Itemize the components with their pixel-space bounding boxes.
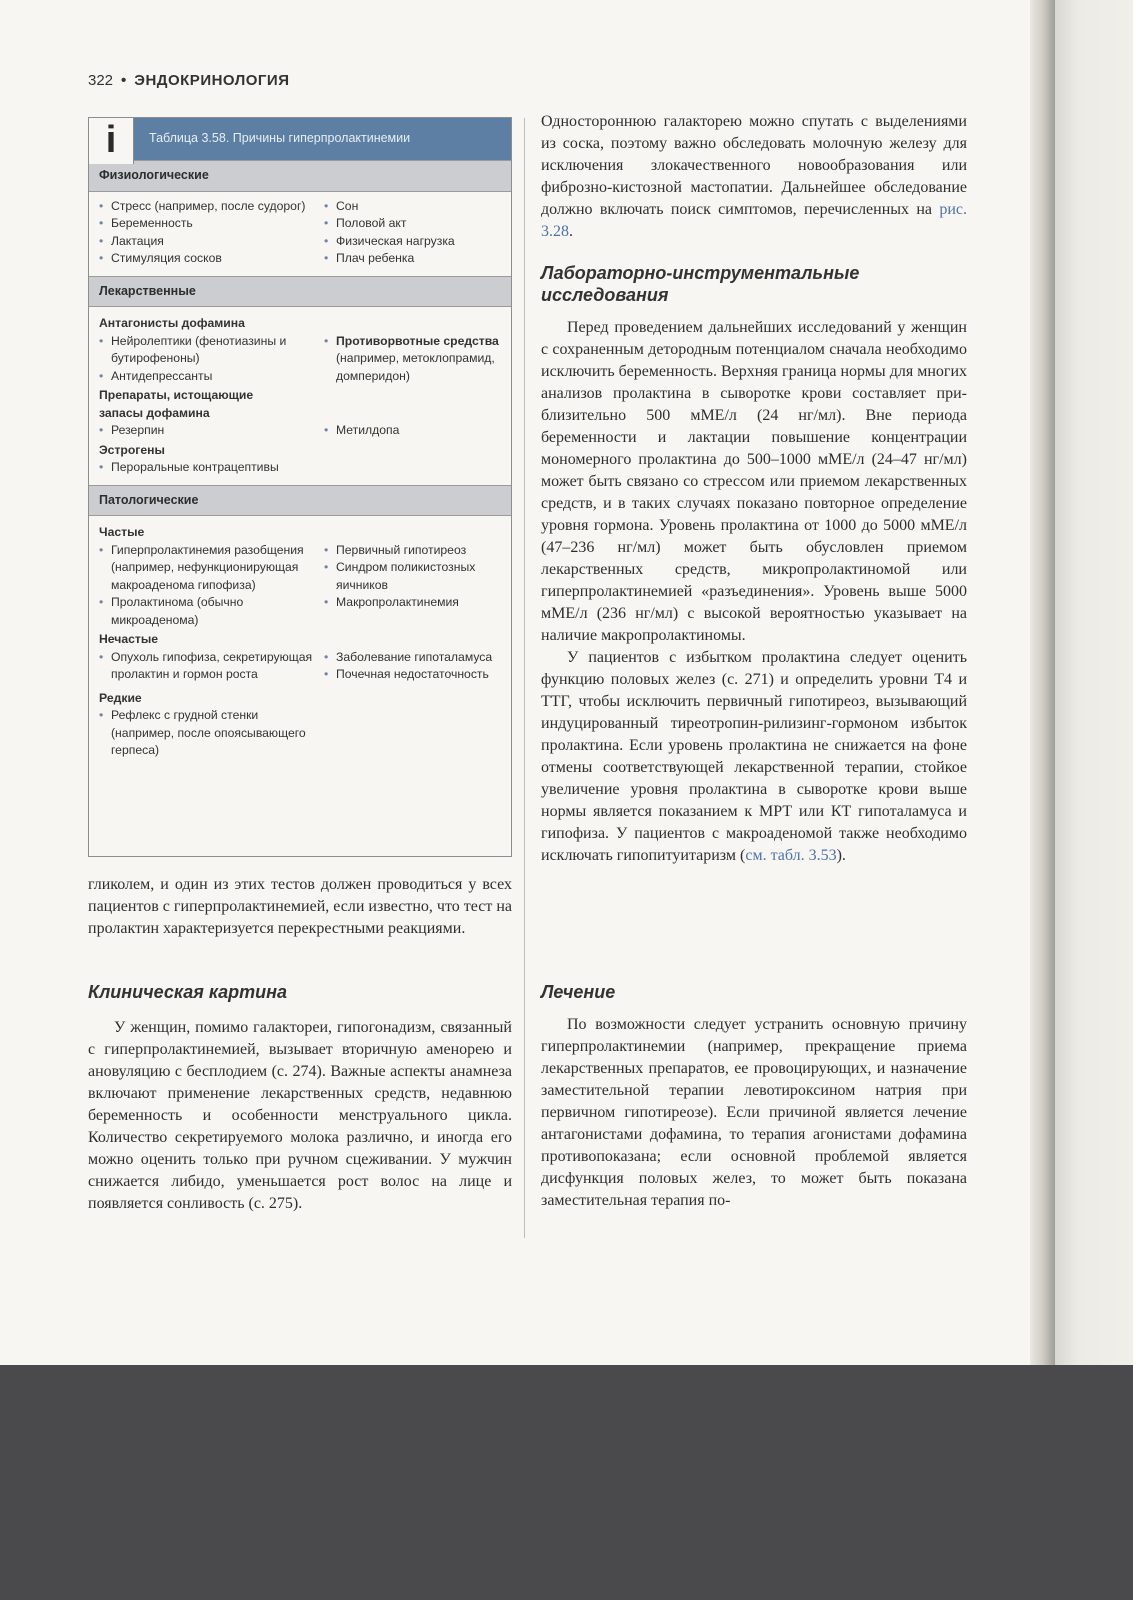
page-number: 322	[88, 72, 114, 89]
subheading: Препараты, истощающие запасы дофамина	[99, 388, 254, 420]
subheading: Редкие	[99, 690, 142, 705]
column-divider	[524, 118, 525, 1238]
list-item: • Заболевание гипоталамуса	[324, 649, 503, 667]
list-item	[324, 333, 503, 386]
list-item: • Опухоль гипофиза, секретирующая пролактин и гормон роста	[99, 649, 324, 684]
bullet-list	[99, 198, 324, 268]
list-item: • Гиперпролактинемия разобщения (например, нефункционирующая макроаденома гипофиза)	[99, 542, 324, 595]
bullet-list	[99, 707, 324, 760]
list-item: • Сон	[324, 198, 503, 216]
bullet-list	[324, 422, 503, 440]
bullet-list	[99, 649, 324, 684]
list-item-text: (например, метоклопрамид, домперидон)	[336, 351, 495, 383]
section-heading: Патологические	[89, 485, 511, 517]
paragraph-text: .	[569, 223, 573, 240]
paragraph	[541, 647, 967, 867]
section-heading: Лекарственные	[89, 276, 511, 308]
list-item: • Синдром поликистозных яичников	[324, 559, 503, 594]
bullet-list	[99, 459, 503, 477]
book-spine	[1030, 0, 1055, 1365]
table-title: Таблица 3.58. Причины гиперпролактинемии	[149, 131, 411, 145]
list-item: • Стимуляция сосков	[99, 250, 324, 268]
section-body	[89, 516, 511, 768]
left-column-text	[88, 1017, 512, 1215]
paragraph: Перед проведением дальнейших исследований у женщин с сохраненным детородным потенциалом сначала необходимо исключить беременность. Верхняя граница нормы для многих анализов пролактина в сыворотке крови составляет приблизительно 500 мМЕ/л (24 нг/мл). Вне периода беременности и лактации повышение концентрации мономерного пролактина до 500–1000 мМЕ/л (24–47 нг/мл) может быть связано со стрессом или приемом лекарственных средств, и в таких случаях показано повторное определение уровня гормона. Уровень пролактина от 1000 до 5000 мМЕ/л (47–236 нг/мл) может быть обусловлен приемом лекарственных средств, микропролактиномой или гиперпролактинемией «разъединения». Уровень выше 5000 мМЕ/л (236 нг/мл) с высокой вероятностью указывает на наличие макропролактиномы.	[541, 319, 967, 644]
bullet-list	[99, 422, 324, 440]
list-item: • Пероральные контрацептивы	[99, 459, 503, 477]
section-heading: Клиническая картина	[88, 982, 288, 1002]
paragraph-text: Одностороннюю галакторею можно спутать с выделениями из соска, поэтому важно обследовать молочную железу для исключения злокачественного новообразования или фиброзно-кистозной мастопатии. Дальнейшее обследование должно включать поиск симптомов, перечисленных на	[541, 113, 967, 218]
right-column-text	[541, 1014, 967, 1212]
list-item: • Макропролактинемия	[324, 594, 503, 612]
list-item: • Нейролептики (фенотиазины и бутирофеноны)	[99, 333, 324, 368]
list-item: • Стресс (например, после судорог)	[99, 198, 324, 216]
list-item: • Почечная недостаточность	[324, 666, 503, 684]
scan-background	[0, 1365, 1133, 1600]
running-head	[88, 72, 289, 89]
section-body	[89, 192, 511, 276]
header-separator: •	[121, 72, 127, 89]
paragraph: По возможности следует устранить основную причину гиперпролактинемии (например, прекращение приема лекарственных препаратов, ее провоцирующих, и назначение заместительной терапии левотироксином натрия при первичном гипотиреозе). Если причиной является лечение антагонистами дофамина, то терапия агонистами дофамина противопоказана; если основной проблемой является дисфункция половых желез, то может быть показана заместительная терапия по-	[541, 1016, 967, 1209]
section-body	[89, 307, 511, 485]
paragraph-text: У пациентов с избытком пролактина следует оценить функцию половых желез (с. 271) и определить уровни Т4 и ТТГ, чтобы исключить первичный гипотиреоз, вызывающий индуцированный тиреотропин-рилизинг-гормоном избыток пролактина. Если уровень пролактина не снижается на фоне отмены соответствующей лекарственной терапии, стойкое увеличение уровня пролактина в сыворотке крови выше нормы является показанием к МРТ или КТ гипоталамуса и гипофиза. У пациентов с макроаденомой также необходимо исключать гипопитуитаризм (	[541, 649, 967, 864]
list-item: • Плач ребенка	[324, 250, 503, 268]
bullet-list	[99, 542, 324, 630]
list-item: • Лактация	[99, 233, 324, 251]
list-item: • Резерпин	[99, 422, 324, 440]
subheading: Антагонисты дофамина	[99, 316, 245, 330]
section-heading: Лечение	[541, 982, 616, 1002]
bullet-list	[99, 333, 324, 386]
bullet-list	[324, 649, 503, 684]
right-column-text	[541, 317, 967, 867]
list-item: • Физическая нагрузка	[324, 233, 503, 251]
section-title: ЭНДОКРИНОЛОГИЯ	[134, 72, 290, 89]
table-link[interactable]: см. табл. 3.53	[745, 847, 837, 864]
section-heading: Лабораторно-инструментальные исследования	[541, 263, 860, 305]
bullet-list	[324, 542, 503, 630]
paragraph	[541, 111, 967, 243]
bullet-list	[324, 333, 503, 386]
left-column-text	[88, 874, 512, 940]
section-heading: Физиологические	[89, 160, 511, 192]
figure-link[interactable]: рис. 3.28	[541, 201, 967, 240]
right-column-text	[541, 111, 967, 243]
list-item: • Рефлекс с грудной стенки (например, после опоясывающего герпеса)	[99, 707, 324, 760]
list-item: • Антидепрессанты	[99, 368, 324, 386]
list-item: • Пролактинома (обычно микроаденома)	[99, 594, 324, 629]
paragraph: гликолем, и один из этих тестов должен проводиться у всех пациентов с гиперпролактинемией, если известно, что тест на пролактин характеризуется перекрестными реакциями.	[88, 876, 512, 937]
table-header	[89, 118, 511, 160]
subheading: Нечастые	[99, 632, 159, 646]
table-box	[88, 117, 512, 857]
subheading: Эстрогены	[99, 442, 165, 457]
paragraph: У женщин, помимо галактореи, гипогонадизм, связанный с гиперпролактинемией, вызывает вторичную аменорею и ановуляцию с бесплодием (с. 274). Важные аспекты анамнеза включают применение лекарственных средств, недавнюю беременность и особенности менструального цикла. Количество секретируемого молока различно, и иногда его можно оценить только при ручном сцеживании. У мужчин снижается либидо, уменьшается рост волос на лице и появляется сонливость (с. 275).	[88, 1019, 512, 1212]
list-item: • Беременность	[99, 215, 324, 233]
list-item: • Половой акт	[324, 215, 503, 233]
emphasis: Противорвотные средства	[336, 333, 499, 348]
paragraph-text: ).	[836, 847, 846, 864]
list-item: • Метилдопа	[324, 422, 503, 440]
info-icon: i	[89, 118, 134, 164]
bullet-list	[324, 198, 503, 268]
list-item: • Первичный гипотиреоз	[324, 542, 503, 560]
adjacent-page-edge	[1055, 0, 1133, 1365]
subheading: Частые	[99, 525, 145, 539]
